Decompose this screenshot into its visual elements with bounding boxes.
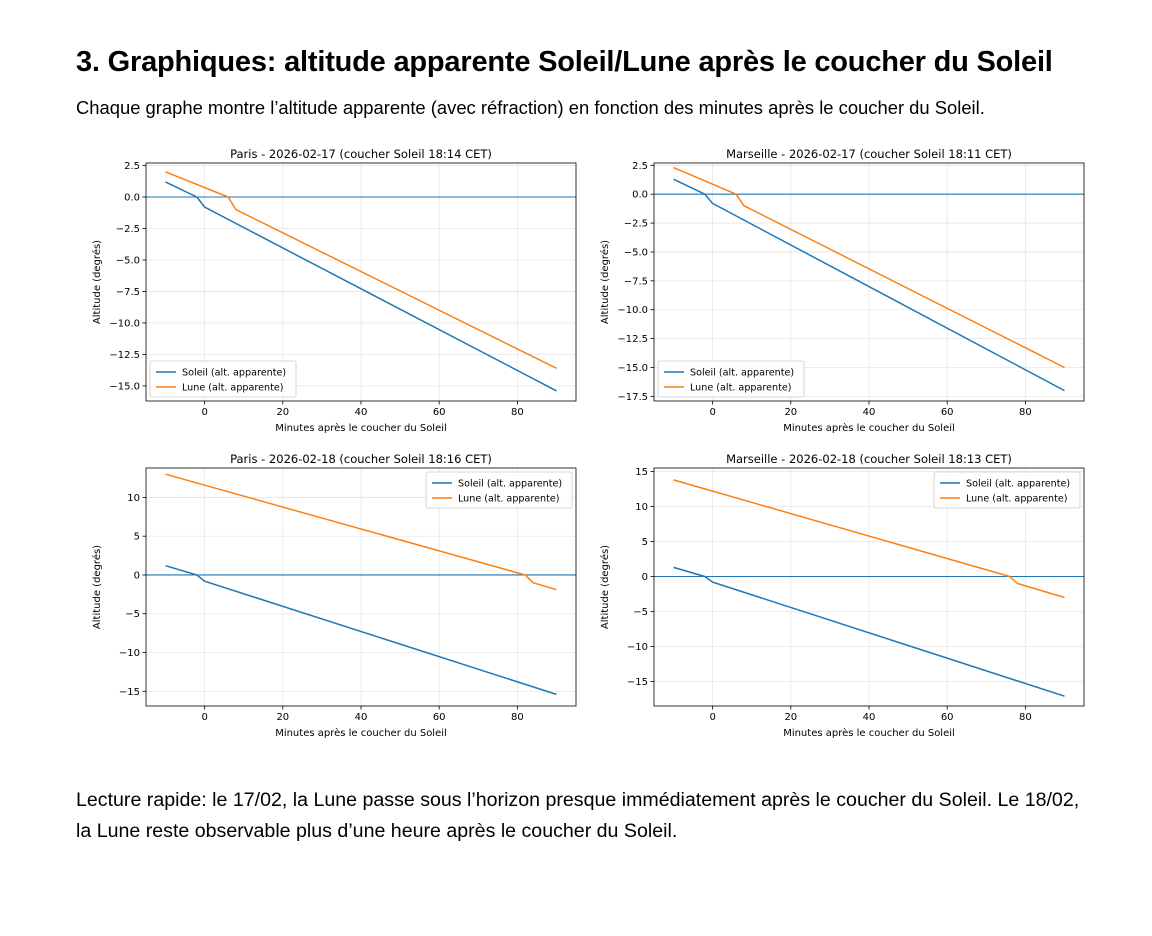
chart-marseille-0217: [594, 145, 1094, 435]
x-tick-label: 0: [709, 407, 716, 418]
x-tick-label: 20: [276, 712, 290, 723]
legend-label: Lune (alt. apparente): [182, 382, 284, 394]
x-tick-label: 60: [432, 407, 446, 418]
y-tick-label: 0.0: [124, 192, 140, 204]
y-tick-label: −10: [118, 648, 140, 660]
chart-paris-0217: [86, 145, 586, 435]
y-tick-label: 0: [133, 570, 140, 582]
summary-text: Lecture rapide: le 17/02, la Lune passe sous l’horizon presque immédiatement après le coucher du Soleil. Le 18/02, la Lune reste observable plus d’une heure après le coucher du Soleil.: [76, 789, 1080, 842]
x-tick-label: 80: [1018, 712, 1032, 723]
y-tick-label: −7.5: [115, 286, 140, 298]
x-axis-label: Minutes après le coucher du Soleil: [275, 423, 447, 434]
y-tick-label: −5.0: [623, 247, 648, 259]
y-tick-label: −10.0: [617, 305, 648, 317]
y-tick-label: 10: [127, 492, 140, 504]
y-tick-label: 15: [635, 467, 648, 478]
y-tick-label: −5: [125, 609, 140, 621]
page-heading: 3. Graphiques: altitude apparente Soleil/Lune après le coucher du Soleil: [76, 46, 1053, 78]
legend-label: Soleil (alt. apparente): [182, 367, 287, 379]
y-tick-label: −5: [633, 607, 648, 618]
x-tick-label: 20: [784, 712, 798, 723]
y-tick-label: 2.5: [124, 161, 140, 173]
legend-label: Soleil (alt. apparente): [690, 367, 795, 379]
legend-label: Lune (alt. apparente): [966, 493, 1068, 505]
y-tick-label: −12.5: [617, 334, 648, 346]
x-axis-label: Minutes après le coucher du Soleil: [275, 728, 447, 739]
x-tick-label: 0: [709, 712, 716, 723]
y-axis-label: Altitude (degrés): [92, 239, 103, 325]
legend: [426, 472, 572, 508]
x-tick-label: 20: [276, 407, 290, 418]
legend-label: Lune (alt. apparente): [458, 493, 560, 505]
legend: [934, 472, 1080, 508]
y-tick-label: −2.5: [623, 218, 648, 230]
legend-label: Soleil (alt. apparente): [966, 478, 1071, 490]
y-tick-label: 0: [641, 572, 648, 583]
legend: [658, 361, 804, 397]
y-tick-label: 10: [635, 502, 648, 513]
x-tick-label: 20: [784, 407, 798, 418]
y-tick-label: −15: [118, 686, 140, 698]
chart-marseille-0218: [594, 450, 1094, 740]
y-axis-label: Altitude (degrés): [600, 544, 611, 630]
y-tick-label: 0.0: [632, 189, 648, 201]
y-tick-label: −15.0: [617, 362, 648, 374]
y-tick-label: −10.0: [109, 318, 140, 330]
chart-title: Paris - 2026-02-18 (coucher Soleil 18:16 CET): [230, 452, 492, 466]
x-tick-label: 0: [201, 407, 208, 418]
y-tick-label: −12.5: [109, 349, 140, 361]
x-tick-label: 80: [510, 712, 524, 723]
chart-title: Marseille - 2026-02-18 (coucher Soleil 18:13 CET): [726, 452, 1012, 466]
x-tick-label: 0: [201, 712, 208, 723]
chart-title: Paris - 2026-02-17 (coucher Soleil 18:14 CET): [230, 147, 492, 161]
y-axis-label: Altitude (degrés): [92, 544, 103, 630]
legend-label: Lune (alt. apparente): [690, 382, 792, 394]
y-tick-label: −15.0: [109, 381, 140, 393]
y-tick-label: 5: [133, 531, 140, 543]
chart-paris-0218: [86, 450, 586, 740]
x-tick-label: 60: [432, 712, 446, 723]
x-tick-label: 40: [862, 407, 876, 418]
x-tick-label: 60: [940, 407, 954, 418]
y-tick-label: −17.5: [617, 391, 648, 403]
y-tick-label: −7.5: [623, 276, 648, 288]
intro-text: Chaque graphe montre l’altitude apparente (avec réfraction) en fonction des minutes après le coucher du Soleil.: [76, 97, 985, 118]
x-axis-label: Minutes après le coucher du Soleil: [783, 728, 955, 739]
y-tick-label: 2.5: [632, 160, 648, 172]
y-tick-label: −10: [626, 642, 648, 653]
legend-label: Soleil (alt. apparente): [458, 478, 563, 490]
x-tick-label: 40: [354, 712, 368, 723]
y-tick-label: 5: [641, 537, 648, 548]
y-axis-label: Altitude (degrés): [600, 239, 611, 325]
x-axis-label: Minutes après le coucher du Soleil: [783, 423, 955, 434]
x-tick-label: 60: [940, 712, 954, 723]
y-tick-label: −5.0: [115, 255, 140, 267]
x-tick-label: 80: [1018, 407, 1032, 418]
y-tick-label: −15: [626, 677, 648, 688]
x-tick-label: 40: [354, 407, 368, 418]
legend: [150, 361, 296, 397]
chart-title: Marseille - 2026-02-17 (coucher Soleil 18:11 CET): [726, 147, 1012, 161]
x-tick-label: 80: [510, 407, 524, 418]
x-tick-label: 40: [862, 712, 876, 723]
y-tick-label: −2.5: [115, 223, 140, 235]
